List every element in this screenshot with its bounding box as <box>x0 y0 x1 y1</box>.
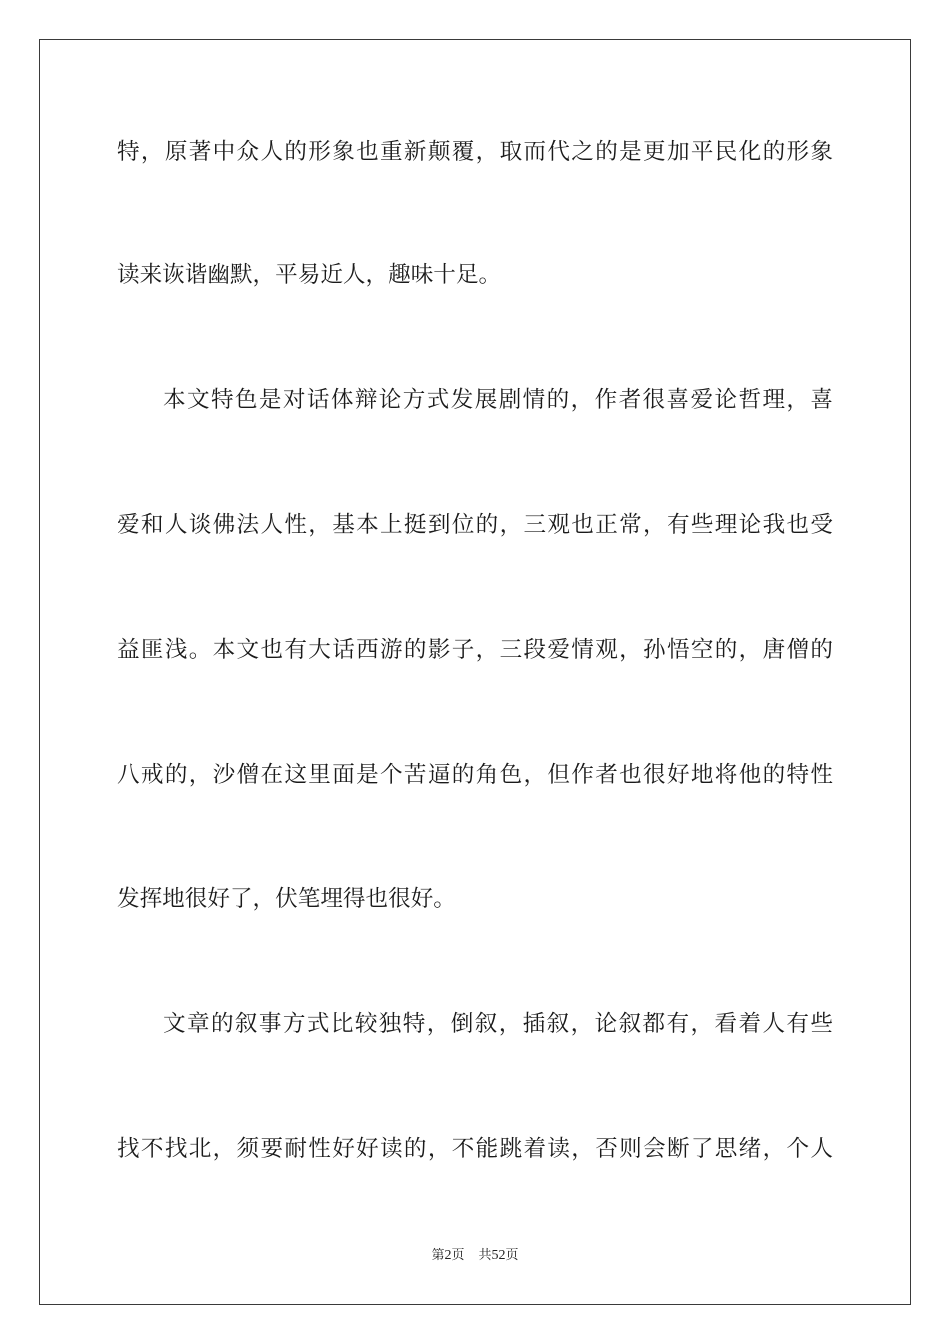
text-line-7: 发挥地很好了，伏笔埋得也很好。 <box>117 886 456 912</box>
total-prefix: 共 <box>478 1248 492 1263</box>
text-line-6: 八戒的，沙僧在这里面是个苦逼的角色，但作者也很好地将他的特性 <box>117 762 833 788</box>
text-line-1: 特，原著中众人的形象也重新颠覆，取而代之的是更加平民化的形象 <box>117 139 833 165</box>
text-line-2: 读来诙谐幽默，平易近人，趣味十足。 <box>117 262 502 288</box>
total-pages: 52 <box>491 1248 506 1263</box>
page-border <box>39 39 911 1305</box>
text-line-8: 文章的叙事方式比较独特，倒叙，插叙，论叙都有，看着人有些 <box>163 1011 833 1037</box>
text-line-5: 益匪浅。本文也有大话西游的影子，三段爱情观，孙悟空的，唐僧的 <box>117 637 833 663</box>
text-line-3: 本文特色是对话体辩论方式发展剧情的，作者很喜爱论哲理，喜 <box>163 387 833 413</box>
page-prefix: 第 <box>431 1248 445 1263</box>
text-line-9: 找不找北，须要耐性好好读的，不能跳着读，否则会断了思绪，个人 <box>117 1136 833 1162</box>
page-number: 2 <box>444 1248 452 1263</box>
page-footer <box>0 1247 950 1265</box>
page-suffix: 页 <box>451 1248 465 1263</box>
total-suffix: 页 <box>505 1248 519 1263</box>
text-line-4: 爱和人谈佛法人性，基本上挺到位的，三观也正常，有些理论我也受 <box>117 512 833 538</box>
